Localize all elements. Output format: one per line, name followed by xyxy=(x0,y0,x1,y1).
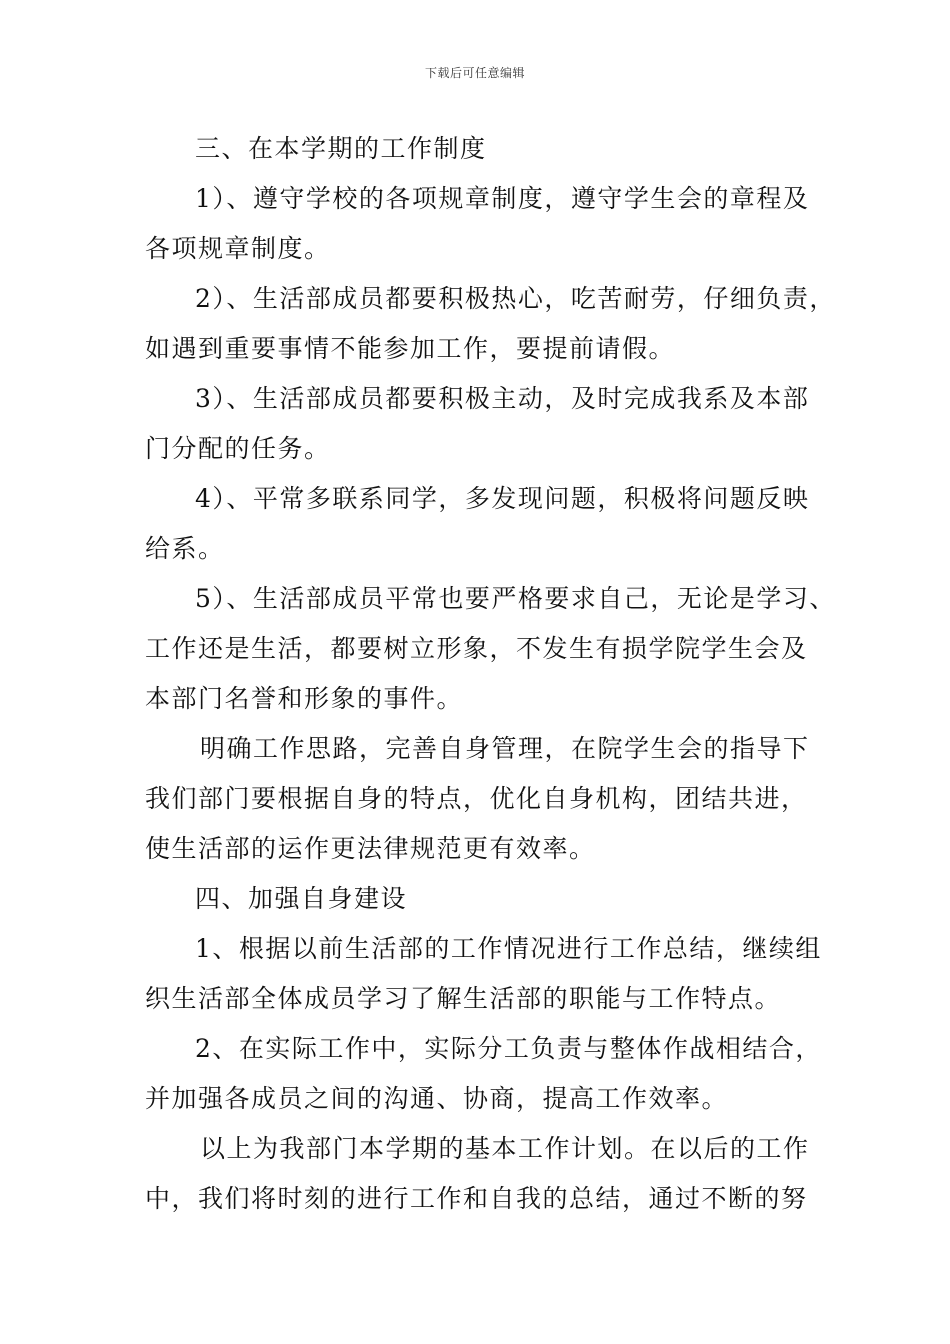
paragraph-line: 1、根据以前生活部的工作情况进行工作总结，继续组 xyxy=(195,934,822,963)
paragraph-line: 1）、遵守学校的各项规章制度，遵守学生会的章程及 xyxy=(195,184,810,213)
paragraph-line: 2、在实际工作中，实际分工负责与整体作战相结合， xyxy=(195,1034,822,1063)
paragraph-line: 5）、生活部成员平常也要严格要求自己，无论是学习、 xyxy=(195,584,836,613)
paragraph-line: 门分配的任务。 xyxy=(145,434,331,463)
paragraph-line: 2）、生活部成员都要积极热心，吃苦耐劳，仔细负责， xyxy=(195,284,836,313)
paragraph-line: 给系。 xyxy=(145,534,225,563)
paragraph-line: 4）、平常多联系同学，多发现问题，积极将问题反映 xyxy=(195,484,810,513)
paragraph-line: 工作还是生活，都要树立形象，不发生有损学院学生会及 xyxy=(145,634,808,663)
paragraph-line: 织生活部全体成员学习了解生活部的职能与工作特点。 xyxy=(145,984,782,1013)
paragraph-line: 使生活部的运作更法律规范更有效率。 xyxy=(145,834,596,863)
section-heading: 四、加强自身建设 xyxy=(195,884,408,913)
document-body xyxy=(145,124,836,1224)
paragraph-line: 中，我们将时刻的进行工作和自我的总结，通过不断的努 xyxy=(145,1184,808,1213)
paragraph-line: 并加强各成员之间的沟通、协商，提高工作效率。 xyxy=(145,1084,729,1113)
paragraph-line: 我们部门要根据自身的特点，优化自身机构，团结共进， xyxy=(145,784,808,813)
paragraph-line: 如遇到重要事情不能参加工作，要提前请假。 xyxy=(145,334,676,363)
paragraph-line: 本部门名誉和形象的事件。 xyxy=(145,684,464,713)
paragraph-line: 明确工作思路，完善自身管理，在院学生会的指导下 xyxy=(200,734,810,763)
paragraph-line: 各项规章制度。 xyxy=(145,234,331,263)
paragraph-line: 以上为我部门本学期的基本工作计划。在以后的工作 xyxy=(200,1134,810,1163)
paragraph-line: 3）、生活部成员都要积极主动，及时完成我系及本部 xyxy=(195,384,810,413)
section-heading: 三、在本学期的工作制度 xyxy=(195,134,487,163)
page-header-note: 下载后可任意编辑 xyxy=(424,66,525,80)
